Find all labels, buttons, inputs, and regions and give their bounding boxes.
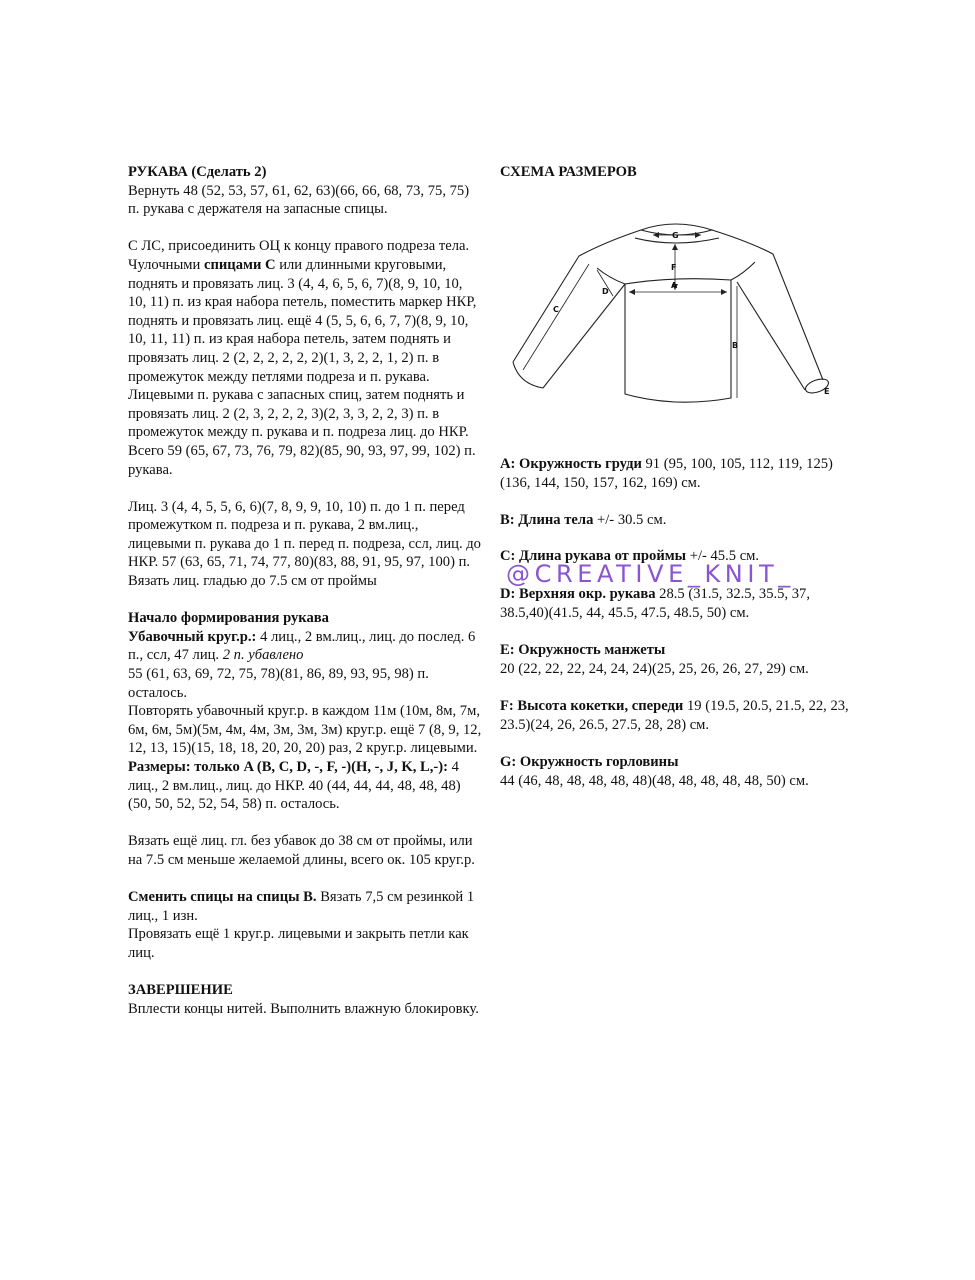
body-outline (625, 280, 731, 402)
sleeves-return-text: Вернуть 48 (52, 53, 57, 61, 62, 63)(66, 66, 68, 73, 75, 75) п. рукава с держателя на запасные спицы. (128, 182, 470, 218)
bind-off-text: Провязать ещё 1 круг.р. лицевыми и закрыть петли как лиц. (128, 926, 469, 961)
schema-title-block (500, 163, 850, 182)
total-stitches: Всего 59 (65, 67, 73, 76, 79, 82)(85, 90, 93, 97, 99, 102) п. рукава. (128, 442, 476, 478)
body-top (625, 279, 731, 284)
decrease-round-label: Убавочный круг.р.: (128, 628, 257, 645)
measure-c-text: +/- 45.5 см. (686, 548, 760, 564)
pickup-text-a: С ЛС, присоединить ОЦ к концу правого подреза тела. Чулочными (128, 238, 470, 273)
left-column (128, 163, 482, 1018)
measure-e (500, 641, 850, 678)
measure-d (500, 585, 850, 622)
measure-g-text: 44 (46, 48, 48, 48, 48, 48)(48, 48, 48, 48, 48, 50) см. (500, 772, 809, 789)
change-needles-label: Сменить спицы на спицы В. (128, 889, 317, 906)
shaping-title: Начало формирования рукава (128, 610, 329, 627)
left-armhole (597, 268, 625, 284)
schema-title: СХЕМА РАЗМЕРОВ (500, 164, 637, 180)
label-d: D (602, 287, 609, 296)
measure-c-label: C: Длина рукава от проймы (500, 548, 687, 564)
measure-a (500, 455, 850, 492)
right-sleeve-bottom (737, 282, 805, 390)
needles-c-bold: спицами С (204, 256, 276, 273)
label-c: C (553, 305, 559, 314)
label-f: F (671, 263, 677, 272)
measure-a-text: 91 (95, 100, 105, 112, 119, 125)(136, 144, 150, 157, 162, 169) см. (500, 456, 833, 491)
decrease-remain: 55 (61, 63, 69, 72, 75, 78)(81, 86, 89, 93, 95, 98) п. осталось. (128, 666, 429, 701)
left-sleeve-bottom (543, 284, 625, 388)
size-schematic-diagram (505, 212, 850, 412)
measure-d-label: D: Верхняя окр. рукава (500, 586, 656, 602)
measure-b (500, 511, 850, 530)
measure-d-text: 28.5 (31.5, 32.5, 35.5, 37, 38.5,40)(41.5, 44, 45.5, 47.5, 48.5, 50) см. (500, 586, 810, 621)
watermark: @CREATIVE_KNIT_ (506, 560, 795, 588)
measure-f-text: 19 (19.5, 20.5, 21.5, 22, 23, 23.5)(24, 26, 26.5, 27.5, 28, 28) см. (500, 698, 849, 733)
right-armhole (731, 262, 755, 280)
decrease-italic: 2 п. убавлено (222, 647, 304, 664)
decrease-round-text: 4 лиц., 2 вм.лиц., лиц. до послед. 6 п., ссл, 47 лиц. (128, 628, 476, 664)
knit-more-text: Вязать ещё лиц. гл. без убавок до 38 см от проймы, или на 7.5 см меньше желаемой длины, всего ок. 105 круг.р. (128, 833, 475, 868)
right-sleeve-top (712, 230, 823, 380)
sleeves-title: РУКАВА (Сделать 2) (128, 164, 267, 180)
left-cuff (513, 362, 543, 388)
measure-c-line (523, 264, 589, 370)
knit-to-armhole-text: Лиц. 3 (4, 4, 5, 5, 6, 6)(7, 8, 9, 9, 10, 10) п. до 1 п. перед промежутком п. подреза и п. рукава, 2 вм.лиц., лицевыми п. рукава до 1 п. перед п. подреза, ссл, лиц. до НКР. 57 (63, 65, 71, 74, 77, 80)(83, 88, 91, 95, 97, 100) п. Вязать лиц. гладью до 7.5 см от проймы (128, 498, 481, 590)
repeat-decrease-text: Повторять убавочный круг.р. в каждом 11м (10м, 8м, 7м, 6м, 6м, 5м)(5м, 4м, 4м, 3м, 3м, 3м) круг.р. ещё 7 (8, 9, 12, 12, 13, 15)(15, 18, 18, 20, 20, 20) раз, 2 круг.р. лицевыми. (128, 703, 482, 757)
measure-b-text: +/- 30.5 см. (593, 512, 667, 528)
finishing-title: ЗАВЕРШЕНИЕ (128, 982, 233, 999)
sizes-label: Размеры: только A (B, C, D, -, F, -)(H, -, J, K, L,-): (128, 759, 449, 775)
label-e: E (824, 387, 830, 396)
label-g: G (672, 231, 679, 240)
finishing-text: Вплести концы нитей. Выполнить влажную блокировку. (128, 1000, 479, 1017)
pickup-text-c: или длинными круговыми, поднять и провязать лиц. 3 (4, 4, 6, 5, 6, 7)(8, 9, 10, 10, 10, 11) п. из края набора петель, поместить маркер НКР, поднять и провязать лиц. ещё 4 (5, 5, 6, 6, 7, 7)(8, 9, 10, 10, 11, 11) п. из края набора петель, затем поднять и провязать лиц. 2 (2, 2, 2, 2, 2, 2)(1, 3, 2, 2, 1, 2) п. в промежуток между петлями подреза и п. рукава. Лицевыми п. рукава с запасных спиц, затем поднять и провязать лиц. 2 (2, 3, 2, 2, 2, 3)(2, 3, 3, 2, 2, 3) п. в промежуток между п. рукава и п. подреза лиц. до НКР. (128, 256, 477, 441)
measure-e-label: E: Окружность манжеты (500, 642, 666, 658)
measure-g-label: G: Окружность горловины (500, 754, 679, 770)
measure-e-text: 20 (22, 22, 22, 24, 24, 24)(25, 25, 26, 26, 27, 29) см. (500, 660, 809, 677)
measure-f-label: F: Высота кокетки, спереди (500, 698, 684, 714)
left-sleeve-top (513, 230, 641, 362)
label-a: A (671, 281, 678, 290)
measure-b-label: B: Длина тела (500, 512, 594, 528)
measure-g (500, 753, 850, 790)
measure-f (500, 697, 850, 734)
sizes-text: 4 лиц., 2 вм.лиц., лиц. до НКР. 40 (44, 44, 44, 48, 48, 48)(50, 50, 52, 52, 54, 58) п. осталось. (128, 759, 461, 813)
change-needles-text: Вязать 7,5 см резинкой 1 лиц., 1 изн. (128, 889, 475, 924)
label-b: B (732, 341, 739, 350)
measure-a-label: A: Окружность груди (500, 456, 642, 472)
